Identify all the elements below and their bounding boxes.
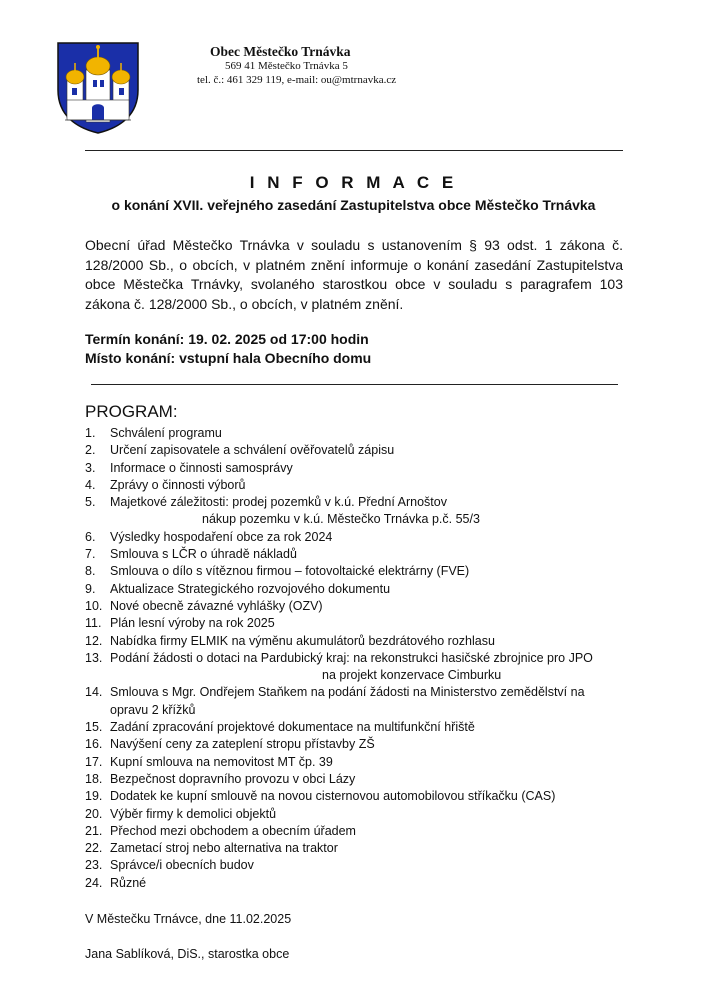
place-and-date: V Městečku Trnávce, dne 11.02.2025 bbox=[85, 912, 292, 926]
meeting-place: Místo konání: vstupní hala Obecního domu bbox=[85, 350, 372, 366]
list-item: 5. Majetkové záležitosti: prodej pozemků v k.ú. Přední Arnoštov nákup pozemku v k.ú. Městečko Trnávka p.č. 55/3 bbox=[85, 494, 645, 529]
program-heading: PROGRAM: bbox=[85, 402, 178, 421]
signature-line: Jana Sablíková, DiS., starostka obce bbox=[85, 947, 290, 961]
list-item: 18. Bezpečnost dopravního provozu v obci Lázy bbox=[85, 771, 356, 786]
list-item: 16. Navýšení ceny za zateplení stropu přístavby ZŠ bbox=[85, 737, 375, 752]
list-item: 6. Výsledky hospodaření obce za rok 2024 bbox=[85, 529, 333, 544]
list-item: 3. Informace o činnosti samosprávy bbox=[85, 460, 293, 475]
header-divider bbox=[85, 150, 623, 151]
list-item: 20. Výběr firmy k demolici objektů bbox=[85, 806, 277, 821]
list-item: 17. Kupní smlouva na nemovitost MT čp. 39 bbox=[85, 754, 333, 769]
list-item-subline: nákup pozemku v k.ú. Městečko Trnávka p.č. 55/3 bbox=[202, 512, 480, 527]
list-item: 11. Plán lesní výroby na rok 2025 bbox=[85, 616, 275, 631]
organization-name: Obec Městečko Trnávka bbox=[210, 44, 351, 59]
document-title: I N F O R M A C E bbox=[249, 173, 458, 192]
program-list bbox=[85, 425, 645, 892]
list-item: 22. Zametací stroj nebo alternativa na traktor bbox=[85, 841, 338, 856]
section-divider bbox=[91, 384, 618, 385]
list-item: 23. Správce/i obecních budov bbox=[85, 858, 254, 873]
list-item-continuation: opravu 2 křížků bbox=[110, 702, 196, 717]
meeting-time: Termín konání: 19. 02. 2025 od 17:00 hodin bbox=[85, 331, 369, 347]
list-item: 15. Zadání zpracování projektové dokumentace na multifunkční hřiště bbox=[85, 720, 475, 735]
list-item: 13. Podání žádosti o dotaci na Pardubický kraj: na rekonstrukci hasičské zbrojnice pro JPO na projekt konzervace Cimburku bbox=[85, 650, 645, 685]
intro-paragraph: Obecní úřad Městečko Trnávka v souladu s ustanovením § 93 odst. 1 zákona č. 128/2000 Sb., o obcích, v platném znění informuje o konání zasedání Zastupitelstva obce Městečka Trnávky, svolaného starostkou obce v souladu s paragrafem 103 zákona č. 128/2000 Sb., o obcích, v platném znění. bbox=[85, 237, 623, 312]
list-item: 24. Různé bbox=[85, 875, 147, 890]
meeting-details bbox=[85, 330, 371, 368]
document-subtitle: o konání XVII. veřejného zasedání Zastupitelstva obce Městečko Trnávka bbox=[111, 197, 596, 213]
list-item: 21. Přechod mezi obchodem a obecním úřadem bbox=[85, 823, 356, 838]
list-item: 10. Nové obecně závazné vyhlášky (OZV) bbox=[85, 598, 323, 613]
list-item: 12. Nabídka firmy ELMIK na výměnu akumulátorů bezdrátového rozhlasu bbox=[85, 633, 495, 648]
letterhead bbox=[197, 44, 396, 87]
list-item: 19. Dodatek ke kupní smlouvě na novou cisternovou automobilovou stříkačku (CAS) bbox=[85, 789, 556, 804]
list-item: 4. Zprávy o činnosti výborů bbox=[85, 477, 246, 492]
organization-contact: tel. č.: 461 329 119, e-mail: ou@mtrnavka.cz bbox=[197, 74, 397, 86]
list-item-subline: na projekt konzervace Cimburku bbox=[322, 668, 502, 683]
list-item: 1. Schválení programu bbox=[85, 426, 222, 440]
list-item: 2. Určení zapisovatele a schválení ověřovatelů zápisu bbox=[85, 443, 395, 458]
coat-of-arms-icon bbox=[55, 40, 141, 135]
list-item: 8. Smlouva o dílo s vítěznou firmou – fotovoltaické elektrárny (FVE) bbox=[85, 564, 470, 579]
list-item: 7. Smlouva s LČR o úhradě nákladů bbox=[85, 547, 297, 562]
organization-address: 569 41 Městečko Trnávka 5 bbox=[225, 60, 348, 72]
list-item: 9. Aktualizace Strategického rozvojového dokumentu bbox=[85, 581, 391, 596]
list-item: 14. Smlouva s Mgr. Ondřejem Staňkem na podání žádosti na Ministerstvo zemědělství na opravu 2 křížků bbox=[85, 684, 645, 719]
